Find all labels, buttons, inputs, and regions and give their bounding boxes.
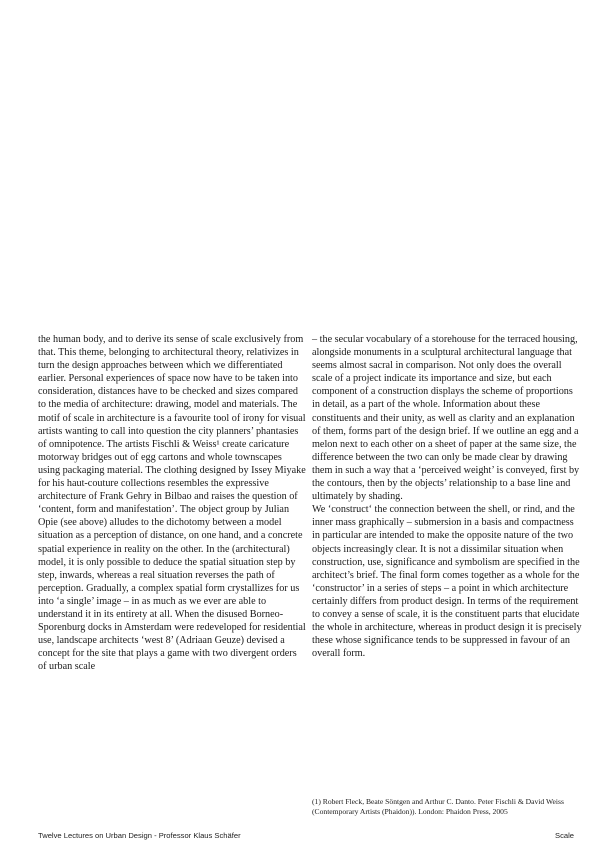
- paragraph: – the secular vocabulary of a storehouse for the terraced housing, alongside monuments in a sculptural architectural language that seems almost sacral in comparison. Not only does the overall scale of a project indicate its importance and size, but each component of a construction displays the scheme of proportions in detail, as a part of the whole. Information about these constituents and their unity, as well as clarity and an explanation of them, forms part of the design brief. If we outline an egg and a melon next to each other on a sheet of paper at the same size, the difference between the two can only be made clear by drawing them in such a way that a ‘perceived weight’ is conveyed, first by the contours, then by the objects’ relationship to a base line and ultimately by shading.: [312, 334, 580, 503]
- body-column-left: [38, 333, 306, 673]
- footer-title: Twelve Lectures on Urban Design - Professor Klaus Schäfer: [38, 831, 241, 840]
- paragraph: the human body, and to derive its sense of scale exclusively from that. This theme, belonging to architectural theory, relativizes in turn the design approaches between which we differentiated earlier. Personal experiences of space now have to be taken into consideration, distances have to be checked and sizes compared to the media of architecture: drawing, model and materials. The motif of scale in architecture is a favourite tool of irony for visual artists wanting to call into question the city planners’ phantasies of omnipotence. The artists Fischli & Weiss¹ create caricature motorway bridges out of egg cartons and whole townscapes using packaging material. The clothing designed by Issey Miyake for his haut-couture collections resembles the expressive architecture of Frank Gehry in Bilbao and raises the question of ‘content, form and manifestation’. The object group by Julian Opie (see above) alludes to the dichotomy between a model situation as a perception of distance, on one hand, and a concrete spatial experience in reality on the other. In the (architectural) model, it is only possible to deduce the spatial situation step by step, inwards, whereas a real situation reverses the path of perception. Gradually, a complex spatial form crystallizes for us into ‘a single’ image – in as much as we ever are able to understand it in its entirety at all. When the disused Borneo-Sporenburg docks in Amsterdam were redeveloped for residential use, landscape architects ‘west 8’ (Adriaan Geuze) devised a concept for the site that plays a game with two divergent orders of urban scale: [38, 334, 306, 673]
- footer-section: Scale: [555, 831, 574, 840]
- body-column-right: [312, 333, 582, 660]
- paragraph: We ‘construct‘ the connection between the shell, or rind, and the inner mass graphically – submersion in a basis and compactness in particular are intended to make the opposite nature of the two objects increasingly clear. It is not a dissimilar situation when construction, use, significance and symbolism are specified in the architect’s brief. The final form comes together as a whole for the ‘constructor’ in a series of steps – a point in which architecture certainly differs from product design. In terms of the requirement to convey a sense of scale, it is the constituent parts that elucidate the whole in architecture, whereas in product design it is precisely these whose significance tends to be suppressed in favour of an overall form.: [312, 504, 582, 660]
- footnote: (1) Robert Fleck, Beate Söntgen and Arthur C. Danto. Peter Fischli & David Weiss (Contemporary Artists (Phaidon)). London: Phaidon Press, 2005: [312, 797, 564, 816]
